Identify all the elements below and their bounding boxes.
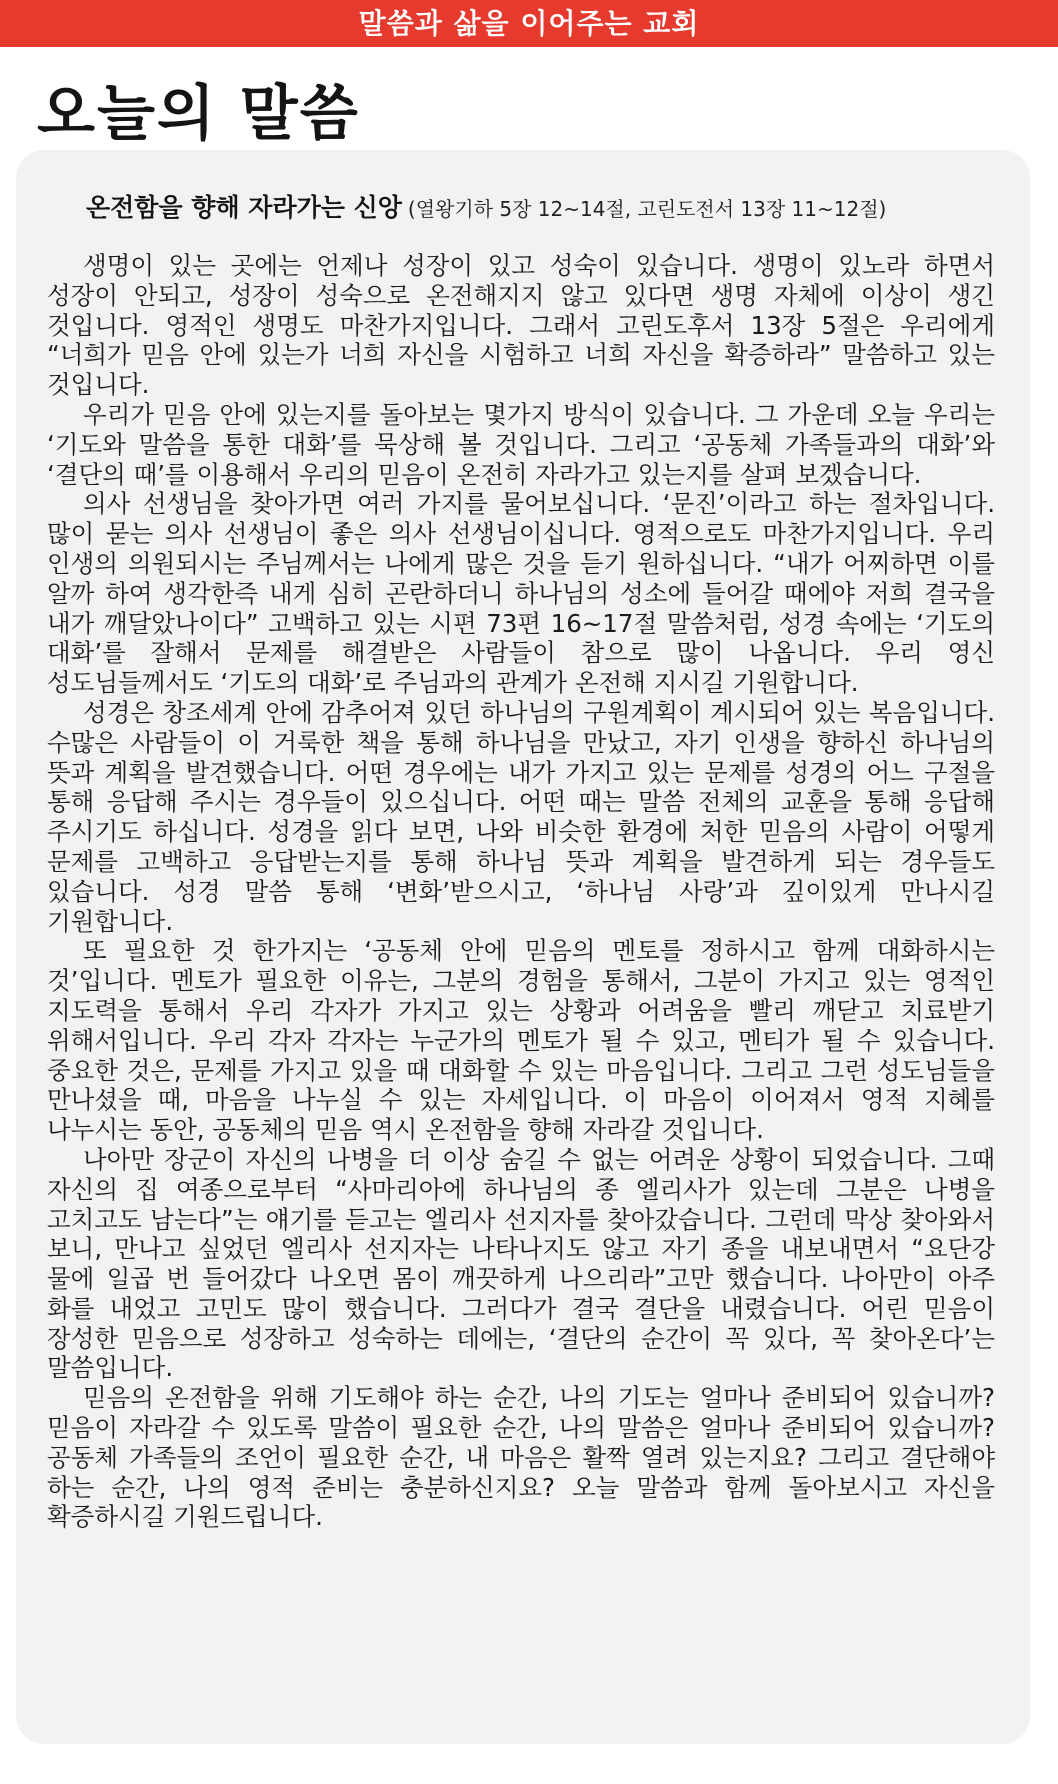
sermon-paragraph: 생명이 있는 곳에는 언제나 성장이 있고 성숙이 있습니다. 생명이 있노라 하면서 성장이 안되고, 성장이 성숙으로 온전해지지 않고 있다면 생명 자체에 이상이 생긴 것입니다. 영적인 생명도 마찬가지입니다. 그래서 고린도후서 13장 5절은 우리에게 “너희가 믿음 안에 있는가 너희 자신을 시험하고 너희 자신을 확증하라” 말씀하고 있는 것입니다. xyxy=(47,251,995,400)
sermon-paragraph: 의사 선생님을 찾아가면 여러 가지를 물어보십니다. ‘문진’이라고 하는 절차입니다. 많이 묻는 의사 선생님이 좋은 의사 선생님이십니다. 영적으로도 마찬가지입니다. 우리 인생의 의원되시는 주님께서는 나에게 많은 것을 듣기 원하십니다. “내가 어찌하면 이를 알까 하여 생각한즉 내게 심히 곤란하더니 하나님의 성소에 들어갈 때에야 저희 결국을 내가 깨달았나이다” 고백하고 있는 시편 73편 16~17절 말씀처럼, 성경 속에는 ‘기도의 대화’를 잘해서 문제를 해결받은 사람들이 참으로 많이 나옵니다. 우리 영신 성도님들께서도 ‘기도의 대화’로 주님과의 관계가 온전해 지시길 기원합니다. xyxy=(47,489,995,698)
sermon-paragraph: 성경은 창조세계 안에 감추어져 있던 하나님의 구원계획이 계시되어 있는 복음입니다. 수많은 사람들이 이 거룩한 책을 통해 하나님을 만났고, 자기 인생을 향하신 하나님의 뜻과 계획을 발견했습니다. 어떤 경우에는 내가 가지고 있는 문제를 성경의 어느 구절을 통해 응답해 주시는 경우들이 있으십니다. 어떤 때는 말씀 전체의 교훈을 통해 응답해 주시기도 하십니다. 성경을 읽다 보면, 나와 비슷한 환경에 처한 믿음의 사람이 어떻게 문제를 고백하고 응답받는지를 통해 하나님 뜻과 계획을 발견하게 되는 경우들도 있습니다. 성경 말씀 통해 ‘변화’받으시고, ‘하나님 사랑’과 깊이있게 만나시길 기원합니다. xyxy=(47,697,995,936)
sermon-paragraph: 우리가 믿음 안에 있는지를 돌아보는 몇가지 방식이 있습니다. 그 가운데 오늘 우리는 ‘기도와 말씀을 통한 대화’를 묵상해 볼 것입니다. 그리고 ‘공동체 가족들과의 대화’와 ‘결단의 때’를 이용해서 우리의 믿음이 온전히 자라가고 있는지를 살펴 보겠습니다. xyxy=(47,399,995,489)
church-banner: 말씀과 삶을 이어주는 교회 xyxy=(0,0,1058,47)
sermon-header xyxy=(86,188,886,224)
sermon-paragraph: 믿음의 온전함을 위해 기도해야 하는 순간, 나의 기도는 얼마나 준비되어 있습니까? 믿음이 자라갈 수 있도록 말씀이 필요한 순간, 나의 말씀은 얼마나 준비되어 있습니까? 공동체 가족들의 조언이 필요한 순간, 내 마음은 활짝 열려 있는지요? 그리고 결단해야 하는 순간, 나의 영적 준비는 충분하신지요? 오늘 말씀과 함께 돌아보시고 자신을 확증하시길 기원드립니다. xyxy=(47,1383,995,1532)
sermon-paragraph: 나아만 장군이 자신의 나병을 더 이상 숨길 수 없는 어려운 상황이 되었습니다. 그때 자신의 집 여종으로부터 “사마리아에 하나님의 종 엘리사가 있는데 그분은 나병을 고치고도 남는다”는 얘기를 듣고는 엘리사 선지자를 찾아갔습니다. 그런데 막상 찾아와서 보니, 만나고 싶었던 엘리사 선지자는 나타나지도 않고 자기 종을 내보내면서 “요단강 물에 일곱 번 들어갔다 나오면 몸이 깨끗하게 나으리라”고만 했습니다. 나아만이 아주 화를 내었고 고민도 많이 했습니다. 그러다가 결국 결단을 내렸습니다. 어린 믿음이 장성한 믿음으로 성장하고 성숙하는 데에는, ‘결단의 순간이 꼭 있다, 꼭 찾아온다’는 말씀입니다. xyxy=(47,1144,995,1383)
sermon-paragraph: 또 필요한 것 한가지는 ‘공동체 안에 믿음의 멘토를 정하시고 함께 대화하시는 것’입니다. 멘토가 필요한 이유는, 그분의 경험을 통해서, 그분이 가지고 있는 영적인 지도력을 통해서 우리 각자가 가지고 있는 상황과 어려움을 빨리 깨닫고 치료받기 위해서입니다. 우리 각자 각자는 누군가의 멘토가 될 수 있고, 멘티가 될 수 있습니다. 중요한 것은, 문제를 가지고 있을 때 대화할 수 있는 마음입니다. 그리고 그런 성도님들을 만나셨을 때, 마음을 나누실 수 있는 자세입니다. 이 마음이 이어져서 영적 지혜를 나누시는 동안, 공동체의 믿음 역시 온전함을 향해 자라갈 것입니다. xyxy=(47,936,995,1145)
page-title: 오늘의 말씀 xyxy=(37,79,360,149)
sermon-body xyxy=(47,251,995,1532)
scripture-reference: (열왕기하 5장 12~14절, 고린도전서 13장 11~12절) xyxy=(407,197,887,221)
sermon-title: 온전함을 향해 자라가는 신앙 xyxy=(86,193,402,222)
